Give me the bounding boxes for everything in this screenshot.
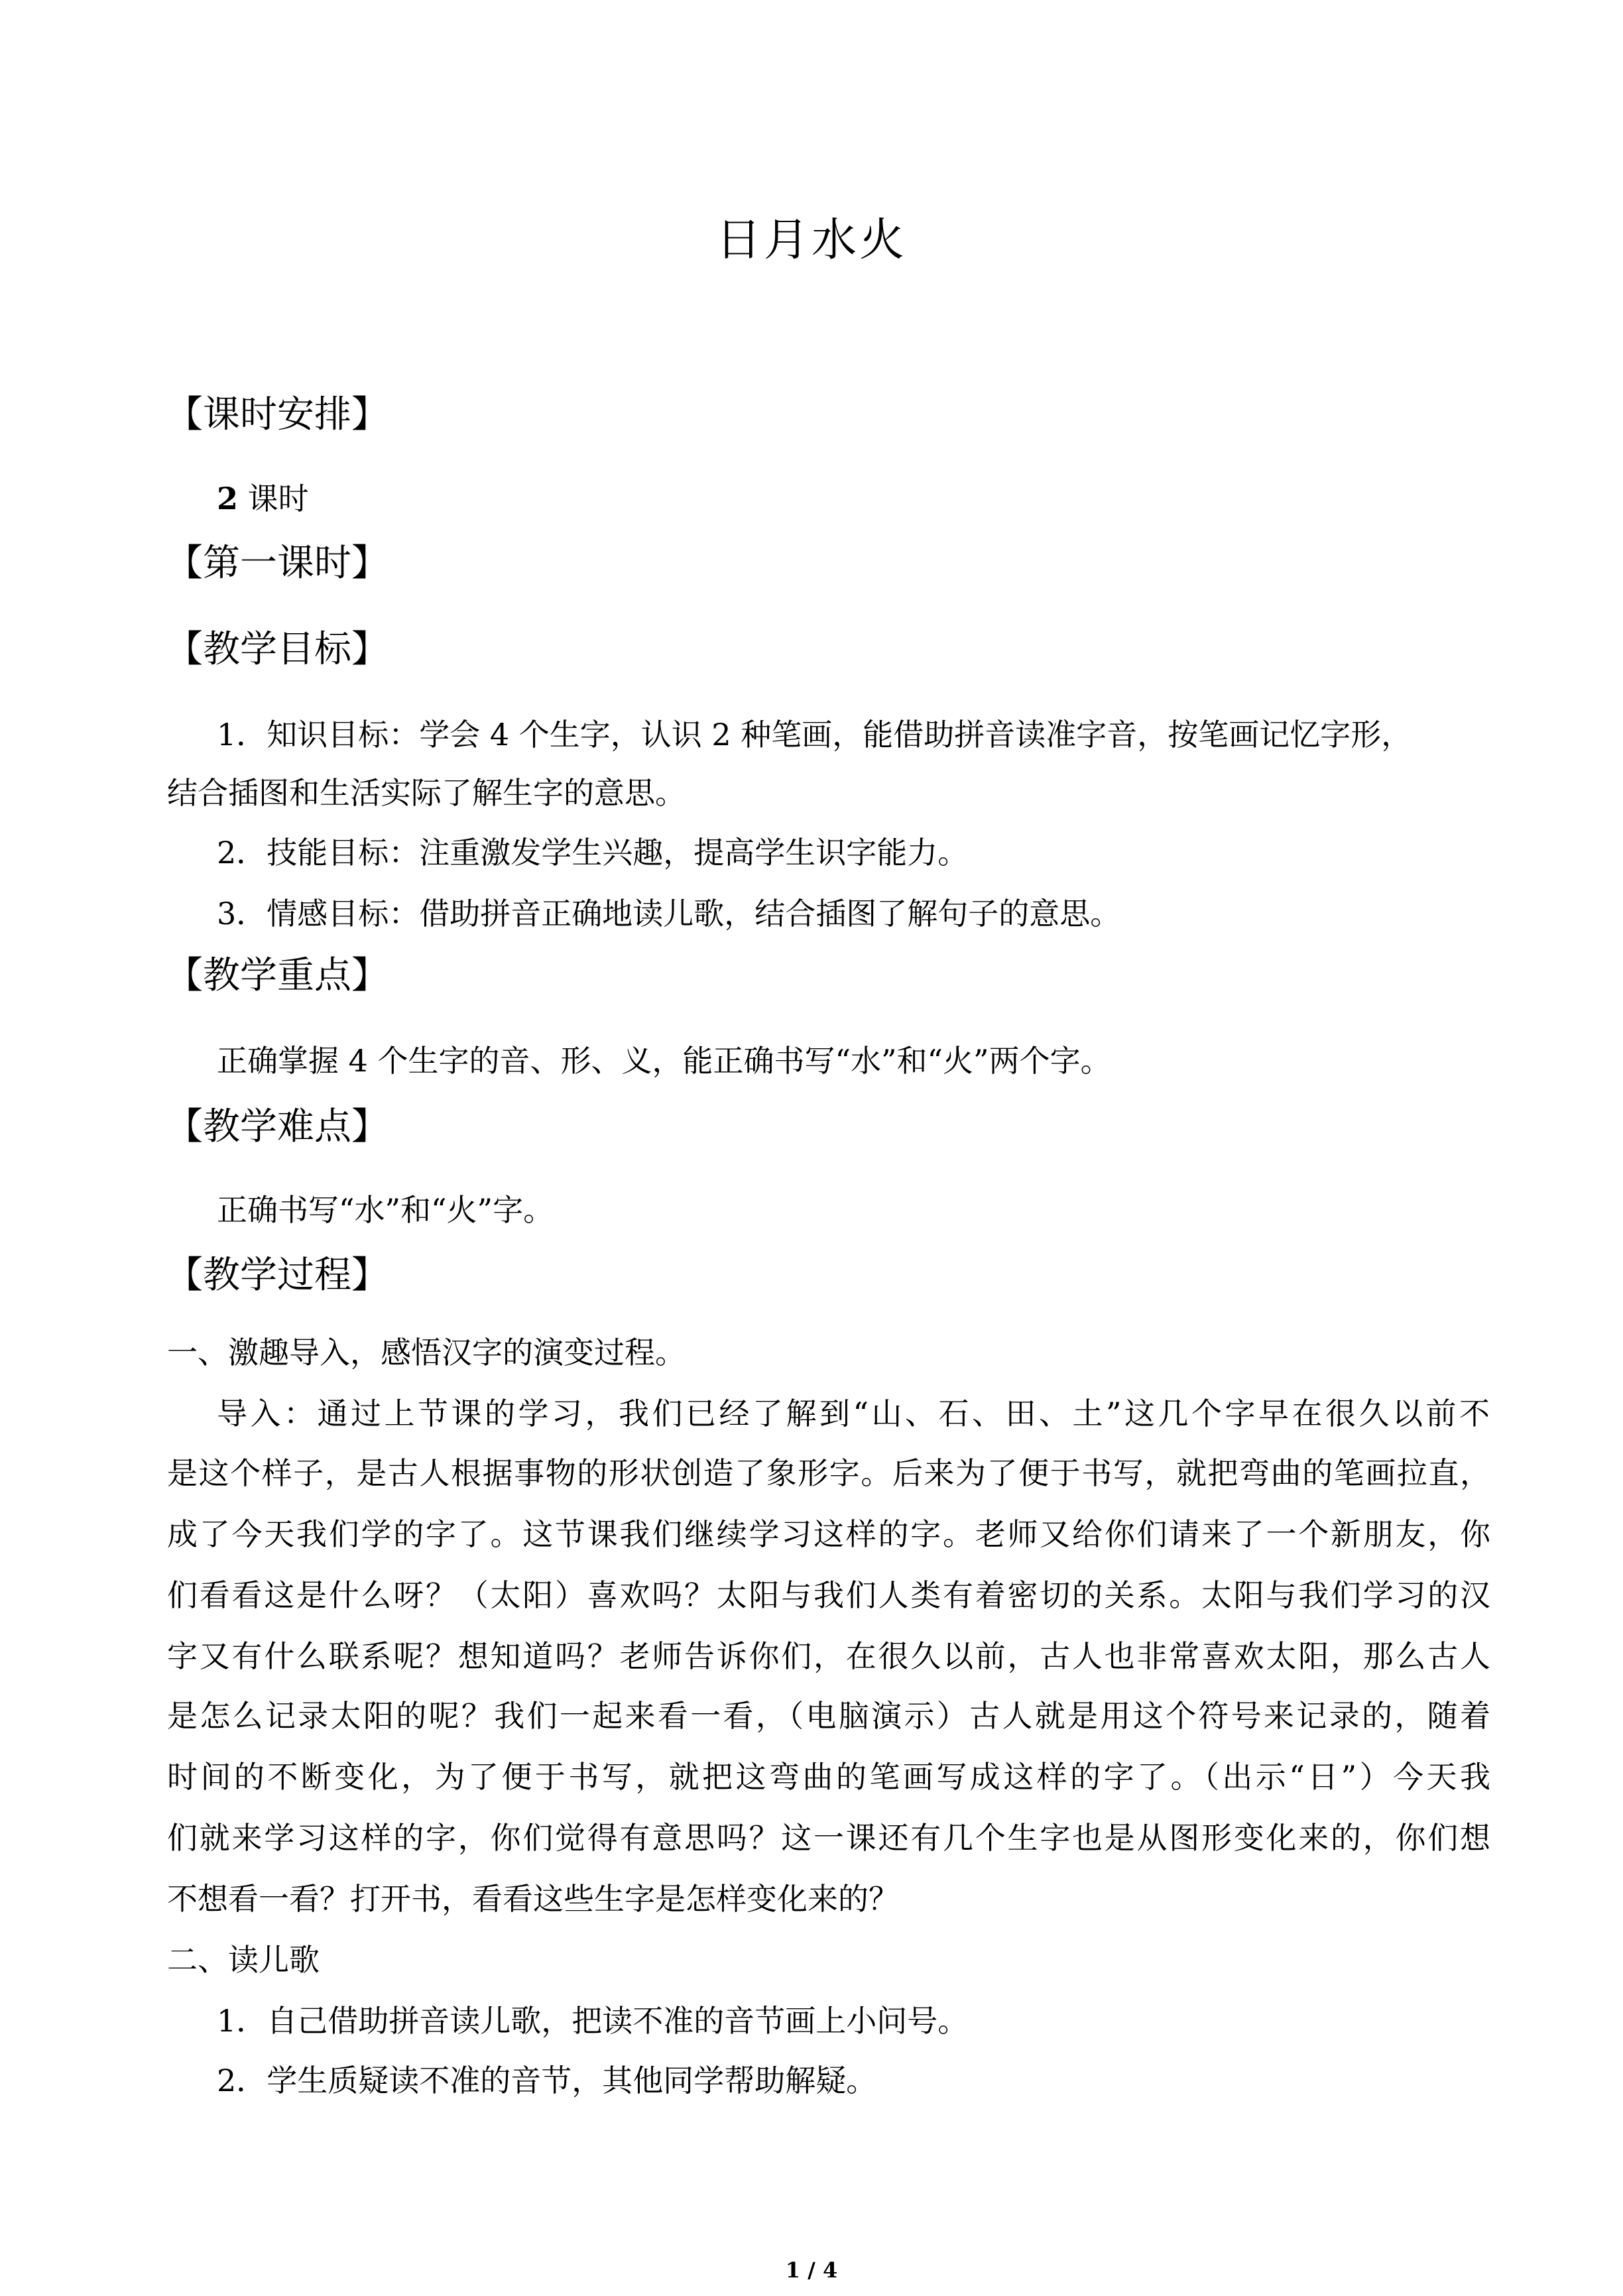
process-part1-title: 一、激趣导入，感悟汉字的演变过程。 [167,1335,686,1370]
process-paragraph-line: 是怎么记录太阳的呢？我们一起来看一看，（电脑演示）古人就是用这个符号来记录的，随着 [167,1698,1490,1734]
process-paragraph-line: 导入：通过上节课的学习，我们已经了解到“山、石、田、土”这几个字早在很久以前不 [217,1396,1490,1431]
heading-process: 【教学过程】 [166,1254,389,1297]
objective-line: 3．情感目标：借助拼音正确地读儿歌，结合插图了解句子的意思。 [217,896,1121,932]
heading-schedule: 【课时安排】 [166,393,389,436]
process-paragraph-line: 时间的不断变化，为了便于书写，就把这弯曲的笔画写成这样的字了。（出示“日”）今天我 [167,1759,1490,1795]
objective-line: 2．技能目标：注重激发学生兴趣，提高学生识字能力。 [217,835,969,871]
process-paragraph-line: 们看看这是什么呀？（太阳）喜欢吗？太阳与我们人类有着密切的关系。太阳与我们学习的汉 [167,1577,1490,1613]
schedule-text [217,479,309,518]
process-part2-item: 2．学生质疑读不准的音节，其他同学帮助解疑。 [217,2063,877,2098]
page-number: 1 / 4 [785,2258,838,2283]
heading-objectives: 【教学目标】 [166,628,389,671]
objective-line: 结合插图和生活实际了解生字的意思。 [167,775,686,811]
process-part2-item: 1．自己借助拼音读儿歌，把读不准的音节画上小问号。 [217,2003,969,2039]
key-points-text: 正确掌握 4 个生字的音、形、义，能正确书写“水”和“火”两个字。 [217,1043,1111,1079]
heading-difficulties: 【教学难点】 [166,1105,389,1148]
process-paragraph-line: 是这个样子，是古人根据事物的形状创造了象形字。后来为了便于书写，就把弯曲的笔画拉直， [167,1455,1490,1491]
process-paragraph-line: 字又有什么联系呢？想知道吗？老师告诉你们，在很久以前，古人也非常喜欢太阳，那么古人 [167,1638,1490,1674]
lesson-count: 2 [217,481,239,516]
page-title: 日月水火 [715,214,907,267]
process-paragraph-line: 们就来学习这样的字，你们觉得有意思吗？这一课还有几个生字也是从图形变化来的，你们想 [167,1820,1490,1856]
process-paragraph-line: 不想看一看？打开书，看看这些生字是怎样变化来的？ [167,1881,899,1917]
objective-line: 1．知识目标：学会 4 个生字，认识 2 种笔画，能借助拼音读准字音，按笔画记忆字形， [217,717,1412,753]
heading-first-lesson: 【第一课时】 [166,542,389,585]
lesson-unit: 课时 [247,481,309,516]
process-paragraph-line: 成了今天我们学的字了。这节课我们继续学习这样的字。老师又给你们请来了一个新朋友，你 [167,1516,1490,1552]
process-part2-title: 二、读儿歌 [167,1942,320,1978]
difficulties-text: 正确书写“水”和“火”字。 [217,1192,554,1228]
heading-key-points: 【教学重点】 [166,954,389,997]
